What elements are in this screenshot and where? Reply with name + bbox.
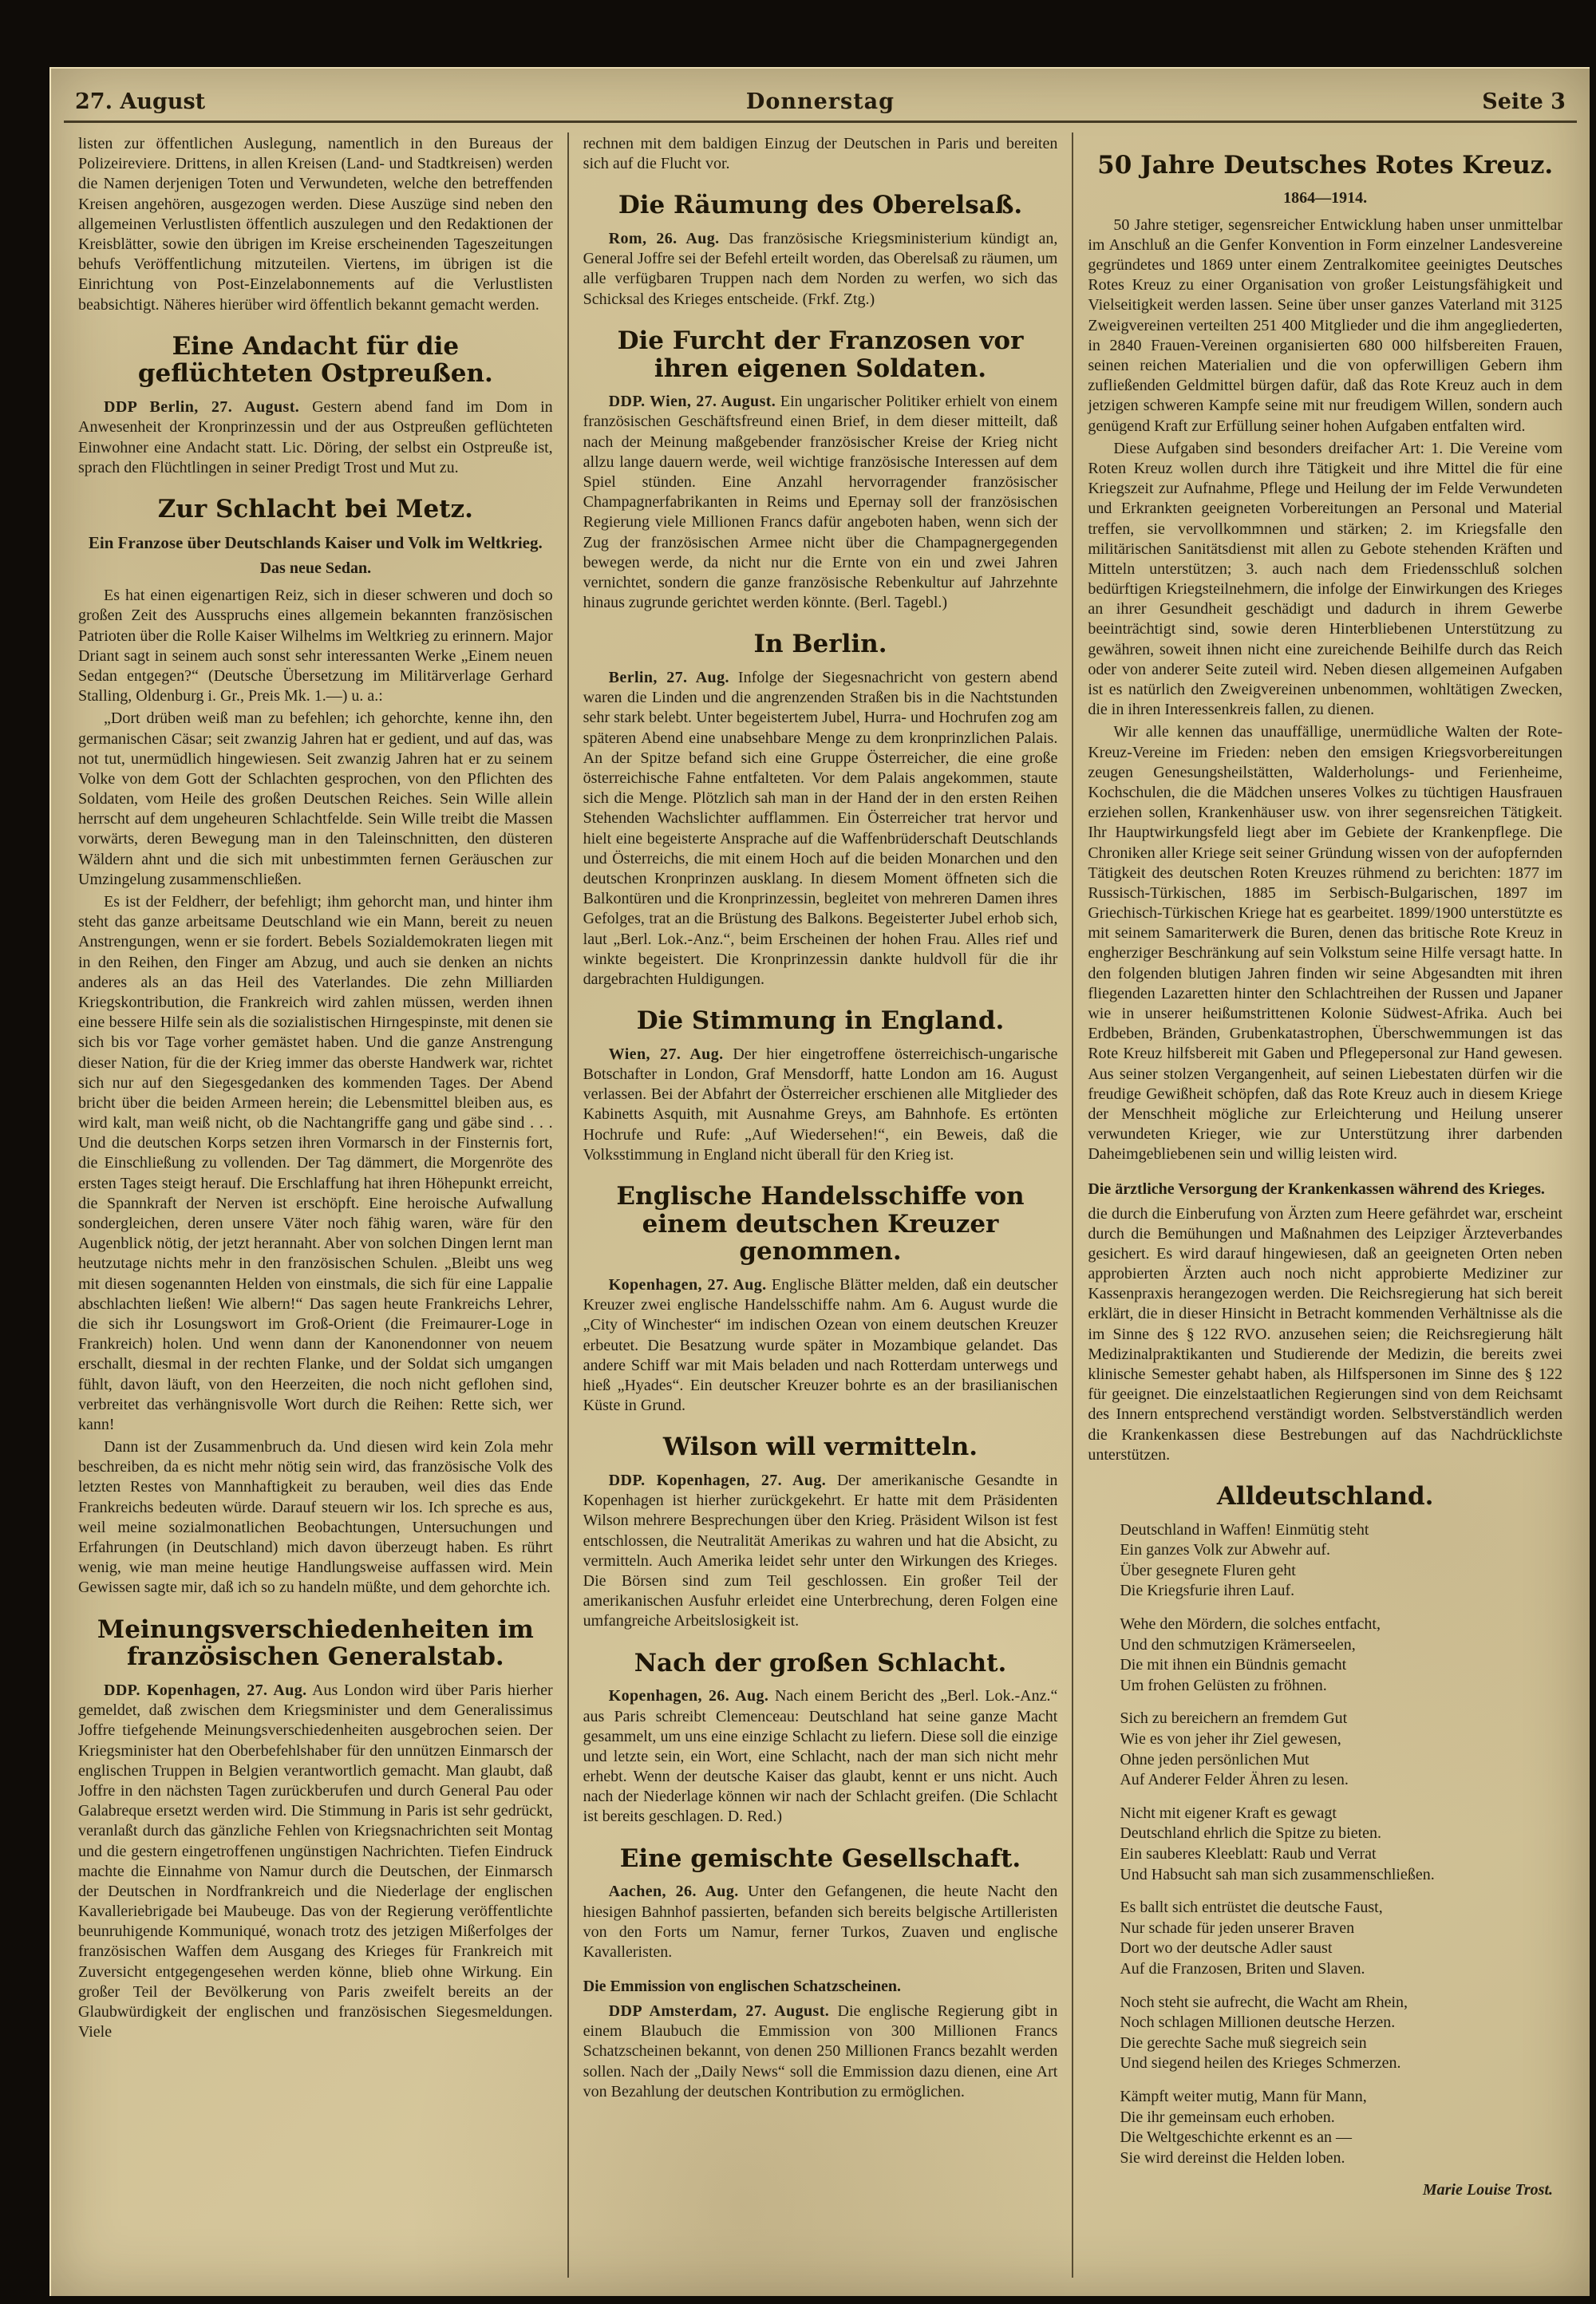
poem-stanza <box>1120 2087 1562 2168</box>
article-headline-text: Nach der großen Schlacht. <box>634 1648 1007 1678</box>
article-paragraph <box>583 134 1058 174</box>
article-subheadline <box>81 533 550 554</box>
article-paragraph-text: Englische Blätter melden, daß ein deutscher Kreuzer zwei englische Handelsschiffe nahm. Am 6. August wurde die „City of Winchester“ im indischen Ozean von einem deutschen Kreuzer erbeutet. Die Besatzung wurde später in Mozambique gelandet. Das andere Schiff war mit Mais beladen und nach Rotterdam unterwegs und hieß „Hyades“. Ein deutscher Kreuzer bohrte es an der brasilianischen Küste in Grund. <box>583 1276 1058 1415</box>
article-headline <box>588 327 1053 382</box>
article-headline <box>588 1007 1053 1035</box>
poem-line: Deutschland ehrlich die Spitze zu bieten. <box>1120 1824 1382 1843</box>
article-kicker-text: Das neue Sedan. <box>259 559 372 578</box>
article-paragraph <box>583 392 1058 613</box>
article-subheadline-text: Ein Franzose über Deutschlands Kaiser und Volk im Weltkrieg. <box>88 532 543 552</box>
column-1 <box>64 132 567 2278</box>
poem-line: Nicht mit eigener Kraft es gewagt <box>1120 1804 1337 1822</box>
article-headline <box>588 1433 1053 1461</box>
article-headline <box>83 1616 548 1671</box>
article-paragraph-text: Dann ist der Zusammenbruch da. Und diesen wird kein Zola mehr beschreiben, da es nicht mehr nötig sein wird, das französische Volk des letzten Restes von Mannhaftigkeit zu berauben, weil dies das Ende Frankreichs bedeuten würde. Darauf steuern wir los. Ich spreche es aus, weil meine sozialmonatlichen Beobachtungen, Untersuchungen und Erfahrungen (in Deutschland) mich davon überzeugt haben. Es rührt wenig, wie man meine heutige Handlungsweise auffassen wird. Mein Gewissen sagte mir, daß ich so zu handeln müßte, und dem gehorchte ich. <box>78 1438 553 1597</box>
poem-line: Sich zu bereichern an fremdem Gut <box>1120 1709 1348 1728</box>
header-date: 27. August <box>75 89 206 114</box>
poem-line: Noch steht sie aufrecht, die Wacht am Rhein, <box>1120 1993 1408 2011</box>
dateline: DDP. Kopenhagen, 27. Aug. <box>608 1472 827 1490</box>
article-headline <box>588 1650 1053 1678</box>
article-paragraph-text: Es ist der Feldherr, der befehligt; ihm gehorcht man, und hinter ihm steht das ganze arbeitsame Deutschland wie ein Mann, bereit zu neuen Anstrengungen, wenn er sie fordert. Bebels Sozialdemokraten liegen mit in den Reihen, den Finger am Abzug, und auch sie denken an nichts anderes als an das Heil des Vaterlandes. Die zehn Milliarden Kriegskontribution, die Frankreich wird zahlen müssen, werden ihnen eine bessere Hilfe sein als die sozialistischen Hirngespinste, mit denen sie sich bis vor Tage vorher gemästet haben. Und die ganze Anstrengung dieser Nation, für die der Krieg immer das oberste Handwerk war, richtet sich nur auf den Siegesgedanken des kommenden Tages. Der Abend bricht über die beiden Armeen herein; die Lebensmittel bleiben aus, es wird kalt, man weiß nicht, ob die Nachtangriffe gang und gäbe sind . . . Und die deutschen Korps setzen ihren Vormarsch in der Finsternis fort, die Einschließung zu vollenden. Der Tag dämmert, die Morgenröte des ersten Tages steigt herauf. Die Erschlaffung hat ihren Höhepunkt erreicht, die Spannkraft der Nerven ist erschöpft. Eine heroische Aufwallung sondergleichen, deren unsere Väter noch fähig waren, wäre für den Augenblick nötig, der jetzt herannaht. Aber von solchen Dingen lernt man heutzutage nichts mehr in den französischen Schulen. „Bleibt uns weg mit diesen sogenannten Helden von einstmals, die sich für eine Lappalie abschlachten ließen! Wie albern!“ Das sagen heute Frankreichs Lehrer, die sich ihr Losungswort im Groß-Orient (die Freimaurer-Loge in Frankreich) holen. Und wenn dann der Kanonendonner von neuem erschallt, diesmal in der rechten Flanke, und der Soldat sich umgangen fühlt, davon läuft, von den Heerzeiten, die noch nicht geflohen sind, verbreitet das verhängnisvolle Wort durch die Reihen: Rette sich, wer kann! <box>78 893 553 1433</box>
poem-line: Die Kriegsfurie ihren Lauf. <box>1120 1582 1295 1600</box>
article-paragraph-text: 50 Jahre stetiger, segensreicher Entwicklung haben unser unmittelbar im Anschluß an die Genfer Konvention in Form einzelner Landesvereine gegründetes und 1869 unter einem Zentralkomitee geeinigtes Deutsches Rotes Kreuz zu einer Organisation von großer Leistungsfähigkeit und Vielseitigkeit werden lassen. Seine über unser ganzes Vaterland mit 3125 Zweigvereinen verteilten 251 400 Mitglieder und die ihm angegliederten, in 2840 Frauen-Vereinen organisierten 680 000 hilfsbereiten Frauen, seinen reichen Materialien und die von opferwilligen Gebern ihm zufließenden Geldmittel bürgen dafür, daß das Rote Kreuz auch in dem jetzigen schweren Kampfe seine mit nur freudigem Willen, sondern auch genügend Kraft zur Erfüllung seiner hohen Aufgaben entfalten wird. <box>1088 215 1563 435</box>
article-headline <box>1092 1483 1558 1511</box>
article-paragraph-text: Aus London wird über Paris hierher gemeldet, daß zwischen dem Kriegsminister und dem Generalissimus Joffre tiefgehende Meinungsverschiedenheiten ausgebrochen seien. Der Kriegsminister hat den Oberbefehlshaber für den unnützen Einmarsch der englischen Truppen in Belgien verantwortlich gemacht. Man glaubt, daß Joffre in den nächsten Tagen zurückberufen und durch General Pau oder Galabreque ersetzt werden wird. Die Stimmung in Paris ist sehr gedrückt, veranlaßt durch das gänzliche Fehlen von Kriegsnachrichten seit Montag und die gestern eingetroffenen ungünstigen Nachrichten. Tiefen Eindruck machte die Einnahme von Namur durch die Deutschen, der Einmarsch der Deutschen in Nordfrankreich und die Niederlage der englischen Kavalleriebrigade bei Maubeuge. Das von der Regierung veröffentlichte beunruhigende Kommuniqué, wonach trotz des jetzigen Mißerfolges der französischen Waffen dem Ausgang des Krieges für Frankreich mit Zuversicht entgegengesehen werden könne, blieb ohne Wirkung. Ein großer Teil der Bevölkerung von Paris zweifelt bereits an der Glaubwürdigkeit der englischen und französischen Siegesmeldungen. Viele <box>78 1682 553 2041</box>
poem-line: Es ballt sich entrüstet die deutsche Faust, <box>1120 1899 1383 1917</box>
dateline: DDP Amsterdam, 27. August. <box>608 2002 830 2021</box>
article-paragraph <box>78 397 553 478</box>
article-paragraph-text: Wir alle kennen das unauffällige, unermüdliche Walten der Rote-Kreuz-Vereine im Frieden: neben den emsigen Kriegsvorbereitungen zeugen Genesungsheilstätten, Walderholungs- und Ferienheime, Kochschulen, die die Mädchen unseres Volkes zu tüchtigen Hausfrauen erziehen sollen, Krankenhäuser usw. von ihrer segensreichen Tätigkeit. Ihr Hauptwirkungsfeld liegt aber im Gebiete der Krankenpflege. Die Chroniken aller Kriege seit seiner Gründung wissen von der aufopfernden Tätigkeit des deutschen Roten Kreuzes rühmend zu berichten: 1877 im Russisch-Türkischen, 1885 im Serbisch-Bulgarischen, 1897 im Griechisch-Türkischen Kriege hat es gearbeitet. 1899/1900 unterstützte es mit seinem Samariterwerk die Buren, denen das britische Rote Kreuz in engherziger Beschränkung auf sein Volkstum seine Hilfe versagt hatte. In den folgenden blutigen Jahren finden wir seine Abgesandten mit ihren fliegenden Lazaretten hinter den Schlachtreihen der Russen und Japaner wie in unserer heißumstrittenen Kolonie Südwest-Afrika. Auch bei Erdbeben, Bränden, Grubenkatastrophen, Überschwemmungen ist das Rote Kreuz hilfsbereit mit Gaben und Pflegepersonal zur Hand gewesen. Aus seiner stolzen Vergangenheit, auf seinen Liebestaten dürfen wir die freudige Gewißheit schöpfen, daß das Rote Kreuz auch in diesem Kriege der Menschheit mögliche zur Erleichterung und Heilung unserer verwundeten Krieger, wie zur Unterstützung ihrer darbenden Daheimgebliebenen sein und willig leisten wird. <box>1088 723 1563 1164</box>
article-headline <box>83 496 548 524</box>
article-paragraph-text: Unter den Gefangenen, die heute Nacht den hiesigen Bahnhof passierten, befanden sich bereits belgische Artilleristen von den Forts um Namur, ferner Turkos, Zuaven und englische Kavalleristen. <box>583 1883 1058 1961</box>
article-kicker <box>78 559 553 578</box>
poem-line: Und den schmutzigen Krämerseelen, <box>1120 1635 1356 1654</box>
article-headline-text: Englische Handelsschiffe von einem deutschen Kreuzer genommen. <box>616 1181 1025 1267</box>
article-paragraph <box>78 1437 553 1599</box>
article-headline-text: In Berlin. <box>753 630 887 659</box>
article-paragraph <box>583 1275 1058 1416</box>
article-paragraph <box>78 892 553 1435</box>
article-paragraph <box>583 2002 1058 2102</box>
article-headline <box>588 1183 1053 1266</box>
dateline: Aachen, 26. Aug. <box>608 1883 739 1901</box>
article-headline-text: Meinungsverschiedenheiten im französischen Generalstab. <box>97 1614 534 1672</box>
article-bold-heading-text: Die Emmission von englischen Schatzscheinen. <box>583 1978 902 1996</box>
column-2 <box>567 132 1073 2278</box>
poem-line: Ein ganzes Volk zur Abwehr auf. <box>1120 1541 1330 1559</box>
poem-line: Und Habsucht sah man sich zusammenschließen. <box>1120 1865 1435 1883</box>
article-kicker <box>1088 189 1562 207</box>
header-day: Donnerstag <box>745 89 895 114</box>
article-paragraph <box>1088 215 1562 437</box>
poem-stanza <box>1120 1520 1562 1602</box>
dateline: DDP Berlin, 27. August. <box>104 398 300 417</box>
poem-signature-text: Marie Louise Trost. <box>1422 2181 1554 2199</box>
article-paragraph-text: Die englische Regierung gibt in einem Blaubuch die Emmission von 300 Millionen Francs Schatzscheinen bekannt, von denen 250 Millionen Francs bezahlt werden sollen. Nach der „Daily News“ soll die Emmission dazu dienen, eine Art von Bezahlung der deutschen Kontribution zu ermöglichen. <box>583 2002 1058 2100</box>
article-paragraph <box>583 1471 1058 1632</box>
poem-line: Deutschland in Waffen! Einmütig steht <box>1120 1520 1369 1539</box>
poem-stanza <box>1120 1614 1562 1696</box>
article-paragraph <box>78 709 553 890</box>
poem-line: Die mit ihnen ein Bündnis gemacht <box>1120 1656 1347 1674</box>
article-headline <box>588 1845 1053 1873</box>
article-paragraph <box>78 586 553 706</box>
article-paragraph-text: Das französische Kriegsministerium kündigt an, General Joffre sei der Befehl erteilt worden, das Oberelsaß zu räumen, um alle verfügbaren Truppen nach dem Norden zu werfen, wo sich das Schicksal des Krieges entscheide. (Frkf. Ztg.) <box>583 230 1058 308</box>
newspaper-paper <box>49 67 1590 2296</box>
dateline: DDP. Kopenhagen, 27. Aug. <box>104 1682 307 1700</box>
article-headline <box>588 192 1053 219</box>
poem-stanza <box>1120 1898 1562 1979</box>
article-kicker-text: 1864—1914. <box>1283 188 1368 207</box>
column-3 <box>1072 132 1577 2278</box>
article-headline-text: Die Räumung des Oberelsaß. <box>618 191 1023 220</box>
article-paragraph-text: Ein ungarischer Politiker erhielt von einem französischen Geschäftsfreund einen Brief, in dem dieser mitteilt, daß nach der Meinung maßgebender französischer Kreise der Krieg nicht allzu lange dauern werde, weil wichtige französische Interessen auf dem Spiel stünden. Eine Anzahl hervorragender französischer Champagnerfabrikanten in Reims und Epernay soll der französischen Regierung viele Millionen Francs dafür angeboten haben, wenn sich der Zug der französischen Armee nicht über die Champagnergegenden bewegen werde, da nicht nur die Ernte von ein und zwei Jahren vernichtet, sondern die ganze französische Rebenkultur auf Jahrzehnte hinaus zugrunde gerichtet werden könnte. (Berl. Tagebl.) <box>583 393 1058 612</box>
article-bold-heading <box>583 1977 1058 1997</box>
poem-line: Die gerechte Sache muß siegreich sein <box>1120 2033 1367 2052</box>
article-paragraph-text: Der hier eingetroffene österreichisch-ungarische Botschafter in London, Graf Mensdorff, hatte London am 16. August verlassen. Bei der Abfahrt der Österreicher erschienen alle Mitglieder des Kabinetts Asquith, mit Ausnahme Greys, am Bahnhofe. Es ertönten Hochrufe und Rufe: „Auf Wiedersehen!“, ein Beweis, daß die Volksstimmung in England nicht überall für den Krieg ist. <box>583 1045 1058 1164</box>
poem-line: Sie wird dereinst die Helden loben. <box>1120 2148 1345 2167</box>
article-headline-text: Eine Andacht für die geflüchteten Ostpreußen. <box>137 331 493 389</box>
article-paragraph <box>1088 1204 1562 1465</box>
article-paragraph <box>583 668 1058 990</box>
poem-line: Die ihr gemeinsam euch erhoben. <box>1120 2108 1335 2126</box>
article-paragraph-text: Diese Aufgaben sind besonders dreifacher Art: 1. Die Vereine vom Roten Kreuz wollen durch ihre Tätigkeit und ihre Mittel die für eine Kriegszeit zur Aufnahme, Pflege und Heilung der im Felde Verwundeten und Erkrankten geeigneten Vorbereitungen an Personal und Material treffen, sie vervollkommnen und stärken; 2. im Kriegsfalle den militärischen Sanitätsdienst mit allen zu Gebote stehenden Kräften und Mitteln unterstützen; 3. auch nach dem Friedensschluß solchen bedürftigen Kriegsteilnehmern, die infolge der Einwirkungen des Krieges an ihrer Gesundheit geschädigt und dadurch in ihrem Gewerbe beeinträchtigt sind, sowie deren Hinterbliebenen Unterstützung zu gewähren, soweit ihnen nicht eine zureichende Beihilfe durch das Reich oder von anderer Seite zuteil wird. Neben diesen allgemeinen Aufgaben ist es natürlich den Zweigvereinen unbenommen, wohltätigen Zwecken, die in ihren Interessenkreis fallen, zu dienen. <box>1088 439 1563 719</box>
article-headline-text: Alldeutschland. <box>1216 1481 1434 1511</box>
dateline: DDP. Wien, 27. August. <box>608 393 776 411</box>
columns-container <box>51 123 1590 2278</box>
poem-line: Nur schade für jeden unserer Braven <box>1120 1919 1355 1937</box>
article-bold-heading <box>1088 1180 1562 1199</box>
article-paragraph-text: Es hat einen eigenartigen Reiz, sich in dieser schweren und doch so großen Zeit des Ausspruchs eines allgemein bekannten französischen Patrioten über die Rolle Kaiser Wilhelms im Weltkrieg zu erinnern. Major Driant sagt in seinem auch sonst sehr interessanten Werke „Einem neuen Sedan entgegen?“ (Deutsche Übersetzung im Militärverlage Gerhard Stalling, Oldenburg i. Gr., Preis Mk. 1.—) u. a.: <box>78 587 553 705</box>
article-paragraph-text: listen zur öffentlichen Auslegung, namentlich in den Bureaus der Polizeireviere. Drittens, in allen Kreisen (Land- und Stadtkreisen) werden die Namen derjenigen Toten und Verwundeten, welche den betreffenden Kreisen angehören, ausgezogen werden. Diese Auszüge sind neben den allgemeinen Verlustlisten öffentlich auszulegen und den Redaktionen der Kreisblätter, sowie den übrigen im Kreise erscheinenden Tageszeitungen behufs Veröffentlichung mitzuteilen. Viertens, im übrigen ist die Einrichtung von Post-Einzelabonnements auf die Verlustlisten beabsichtigt. Näheres hierüber wird öffentlich bekannt gemacht werden. <box>78 135 553 314</box>
article-headline <box>1092 152 1558 180</box>
article-headline-text: Zur Schlacht bei Metz. <box>157 494 473 524</box>
article-bold-heading-text: Die ärztliche Versorgung der Krankenkassen während des Krieges. <box>1088 1180 1545 1198</box>
poem-line: Wehe den Mördern, die solches entfacht, <box>1120 1615 1381 1634</box>
poem-line: Auf Anderer Felder Ähren zu lesen. <box>1120 1771 1349 1789</box>
poem-line: Kämpft weiter mutig, Mann für Mann, <box>1120 2087 1367 2105</box>
poem-stanza <box>1120 1709 1562 1790</box>
article-headline-text: Wilson will vermitteln. <box>662 1433 978 1462</box>
article-paragraph <box>78 1681 553 2042</box>
article-paragraph <box>583 229 1058 310</box>
article-paragraph <box>1088 439 1562 721</box>
poem-stanza <box>1120 1993 1562 2074</box>
poem-line: Noch schlagen Millionen deutsche Herzen. <box>1120 2014 1396 2032</box>
article-paragraph <box>583 1686 1058 1827</box>
article-headline <box>83 333 548 388</box>
article-headline-text: Eine gemischte Gesellschaft. <box>619 1844 1021 1873</box>
poem-line: Um frohen Gelüsten zu fröhnen. <box>1120 1676 1327 1694</box>
article-headline-text: Die Furcht der Franzosen vor ihren eigenen Soldaten. <box>617 326 1024 383</box>
article-paragraph-text: Infolge der Siegesnachricht von gestern abend waren die Linden und die angrenzenden Straßen bis in die Nachtstunden sehr stark belebt. Unter begeistertem Jubel, Hurra- und Hochrufen zog am späteren Abend eine unabsehbare Menge zu dem kronprinzlichen Palais. An der Spitze befand sich eine Gruppe Österreicher, die eine große österreichische Fahne entfalteten. Vor dem Palais angekommen, staute sich die Menge. Plötzlich sah man in der Hand der in den ersten Reihen Stehenden Wachslichter aufflammen. Ein Österreicher trat hervor und hielt eine begeisterte Ansprache auf die Waffenbrüderschaft Deutschlands und Österreichs, die mit einem Hoch auf die beiden Monarchen und den deutschen Kronprinzen ausklang. In diesem Moment öffneten sich die Balkontüren und die Kronprinzessin, begleitet von mehreren Damen ihres Gefolges, trat an die Brüstung des Balkons. Begeisterter Jubel erhob sich, laut „Berl. Lok.-Anz.“, beim Erscheinen der hohen Frau. Alles rief und winkte begeistert. Die Kronprinzessin dankte huldvoll für die ihr dargebrachten Huldigungen. <box>583 669 1058 988</box>
poem-line: Auf die Franzosen, Briten und Slaven. <box>1120 1959 1365 1978</box>
article-paragraph <box>78 134 553 315</box>
poem-stanza <box>1120 1804 1562 1885</box>
poem-line: Und siegend heilen des Krieges Schmerzen. <box>1120 2054 1401 2073</box>
article-paragraph <box>1088 722 1562 1164</box>
poem-line: Ein sauberes Kleeblatt: Raub und Verrat <box>1120 1845 1377 1863</box>
poem-line: Wie es von jeher ihr Ziel gewesen, <box>1120 1730 1341 1749</box>
article-paragraph-text: rechnen mit dem baldigen Einzug der Deutschen in Paris und bereiten sich auf die Flucht vor. <box>583 135 1058 173</box>
poem-line: Die Weltgeschichte erkennt es an — <box>1120 2128 1353 2147</box>
dateline: Kopenhagen, 27. Aug. <box>608 1276 767 1294</box>
article-paragraph-text: die durch die Einberufung von Ärzten zum Heere gefährdet war, erscheint durch die Bemühungen und Maßnahmen des Leipziger Ärzteverbandes gesichert. Es wird darauf hingewiesen, daß an geeigneten Orten neben approbierten Ärzten auch noch nicht approbierte Mediziner zur Kassenpraxis herangezogen werden. Die Reichsregierung hat sich bereit erklärt, die in dieser Hinsicht in Betracht kommenden Verhältnisse als die im Sinne des § 122 RVO. anzusehen seien; die Reichsregierung hält Medizinalpraktikanten und Studierende der Medizin, die bereits zwei klinische Semester gehabt haben, als Hilfspersonen im Sinne des § 122 für geeignet. Die einzelstaatlichen Regierungen sind von dem Reichsamt des Innern entsprechend verständigt worden. Selbstverständlich werden die Krankenkassen diese Bestrebungen auf das Nachdrücklichste unterstützen. <box>1088 1204 1563 1464</box>
header-page-number: Seite 3 <box>1482 89 1566 114</box>
article-headline-text: Die Stimmung in England. <box>636 1006 1005 1036</box>
article-paragraph-text: Gestern abend fand im Dom in Anwesenheit der Kronprinzessin und der aus Ostpreußen geflüchteten Einwohner eine Andacht statt. Lic. Döring, der selbst ein Ostpreuße ist, sprach den Flüchtlingen in seiner Predigt Trost und Mut zu. <box>78 398 553 476</box>
article-paragraph-text: Nach einem Bericht des „Berl. Lok.-Anz.“ aus Paris schreibt Clemenceau: Deutschland hat seine ganze Macht gesammelt, um uns eine einzige Schlacht zu liefern. Diese soll die einzige und letzte sein, ein Wort, eine Schlacht, nach der man sich nicht mehr erhebt. Wenn der deutsche Kaiser das glaubt, kennt er uns nicht. Auch nach der Niederlage können wir nach der Schlacht greifen. (Die Schlacht ist bereits geschlagen. D. Red.) <box>583 1687 1058 1826</box>
article-headline-text: 50 Jahre Deutsches Rotes Kreuz. <box>1097 151 1554 180</box>
poem-line: Dort wo der deutsche Adler saust <box>1120 1939 1333 1958</box>
article-headline <box>588 630 1053 658</box>
dateline: Rom, 26. Aug. <box>608 230 720 248</box>
dateline: Berlin, 27. Aug. <box>608 669 729 687</box>
poem-signature <box>1088 2181 1553 2199</box>
poem-line: Ohne jeden persönlichen Mut <box>1120 1750 1310 1769</box>
dateline: Kopenhagen, 26. Aug. <box>608 1687 769 1705</box>
poem <box>1120 1520 1562 2169</box>
article-paragraph <box>583 1882 1058 1962</box>
article-paragraph-text: Der amerikanische Gesandte in Kopenhagen ist hierher zurückgekehrt. Er hatte mit dem Präsidenten Wilson mehrere Besprechungen über den Krieg. Präsident Wilson ist fest entschlossen, die Neutralität Amerikas zu wahren und hat die Absicht, zu vermitteln. Auch Amerika leidet sehr unter den Wirkungen des Krieges. Die Börsen sind zum Teil geschlossen. Ein großer Teil der amerikanischen Ausfuhr erleidet eine Unterbrechung, deren Folgen eine umfangreiche Arbeitslosigkeit ist. <box>583 1472 1058 1630</box>
poem-line: Über gesegnete Fluren geht <box>1120 1561 1296 1579</box>
page-header <box>51 69 1590 119</box>
article-paragraph-text: „Dort drüben weiß man zu befehlen; ich gehorchte, kenne ihn, den germanischen Cäsar; seit zwanzig Jahren hat er gedient, und auf das, was not tut, unermüdlich hingewiesen. Seit zwanzig Jahren hat er zu seinem Volke von dem Gott der Schlachten gesprochen, von den Pflichten des Soldaten, vom Heile des großen Deutschen Reiches. Sein Wille allein herrscht auf dem ungeheuren Schlachtfelde. Sein Wille treibt die Massen vorwärts, deren Bewegung man in den Taleinschnitten, den düsteren Wäldern ahnt und die sich mit unbestimmten fernen Geräuschen zur Umzingelung zusammenschließen. <box>78 709 553 888</box>
article-paragraph <box>583 1045 1058 1165</box>
dateline: Wien, 27. Aug. <box>608 1045 724 1063</box>
